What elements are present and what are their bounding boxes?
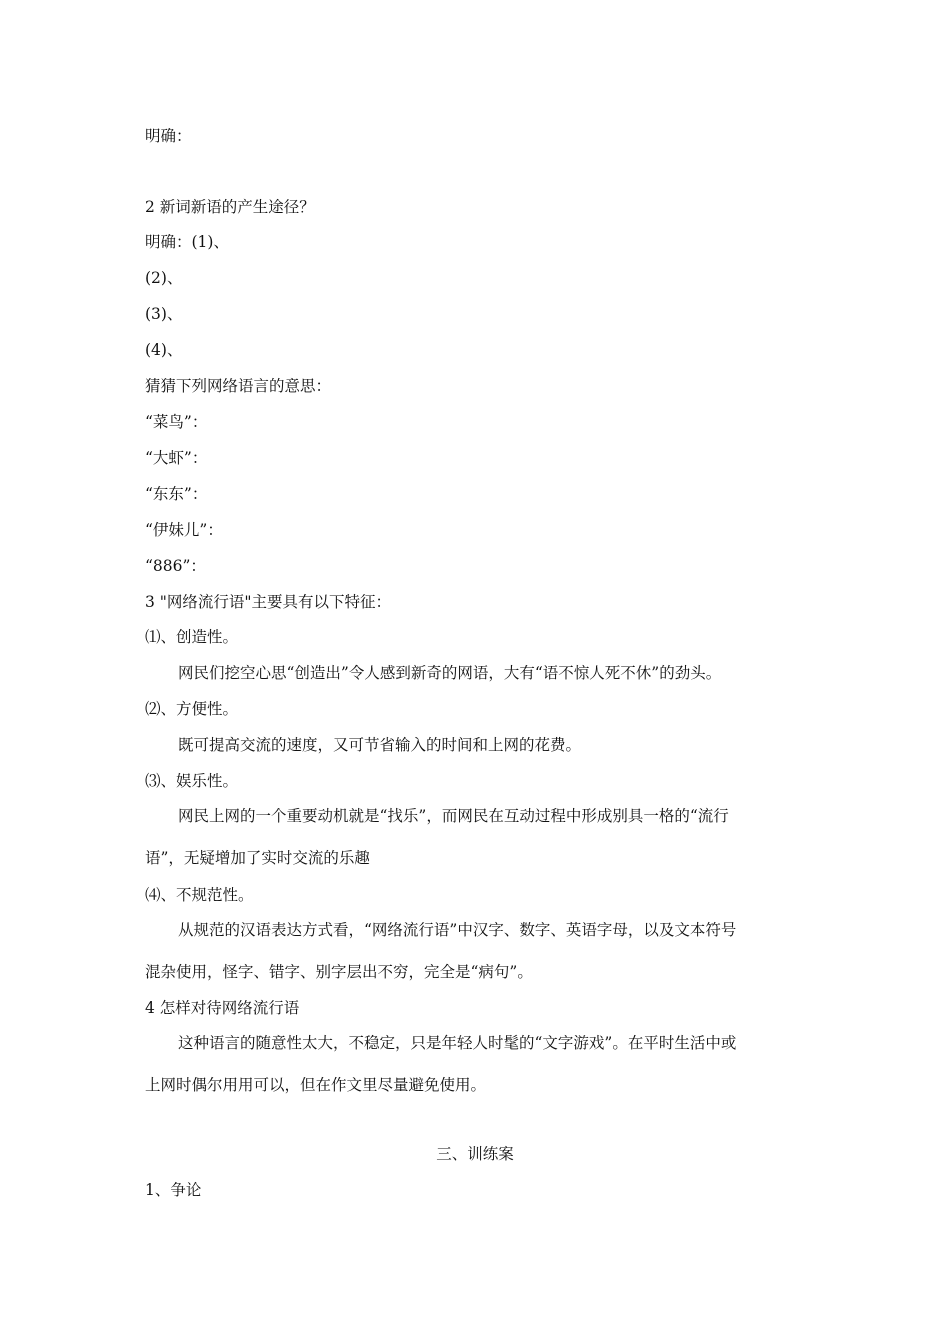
feature-1-heading: ⑴、创造性。 bbox=[145, 628, 239, 646]
term-daxia: “大虾”： bbox=[145, 449, 208, 467]
section-heading-training: 三、训练案 bbox=[436, 1145, 514, 1163]
answer-item-1: 明确：(1)、 bbox=[145, 233, 229, 251]
feature-3-heading: ⑶、娱乐性。 bbox=[145, 772, 239, 790]
term-886: “886”： bbox=[145, 557, 206, 575]
feature-2-text: 既可提高交流的速度，又可节省输入的时间和上网的花费。 bbox=[178, 736, 582, 754]
answer-label: 明确： bbox=[145, 127, 192, 145]
term-cainiao: “菜鸟”： bbox=[145, 413, 208, 431]
term-dongdong: “东东”： bbox=[145, 485, 208, 503]
feature-4-text-line-2: 混杂使用，怪字、错字、别字层出不穷，完全是“病句”。 bbox=[145, 963, 533, 981]
term-yimeier: “伊妹儿”： bbox=[145, 521, 223, 539]
answer-item-4: (4)、 bbox=[145, 341, 183, 359]
feature-3-text-line-1: 网民上网的一个重要动机就是“找乐”，而网民在互动过程中形成别具一格的“流行 bbox=[178, 807, 729, 825]
answer-item-2: (2)、 bbox=[145, 269, 183, 287]
feature-3-text-line-2: 语”，无疑增加了实时交流的乐趣 bbox=[145, 849, 370, 867]
answer-4-line-2: 上网时偶尔用用可以，但在作文里尽量避免使用。 bbox=[145, 1076, 487, 1094]
feature-1-text: 网民们挖空心思“创造出”令人感到新奇的网语，大有“语不惊人死不休”的劲头。 bbox=[178, 664, 722, 682]
feature-4-heading: ⑷、不规范性。 bbox=[145, 886, 254, 904]
feature-2-heading: ⑵、方便性。 bbox=[145, 700, 239, 718]
answer-item-3: (3)、 bbox=[145, 305, 183, 323]
guess-prompt: 猜猜下列网络语言的意思： bbox=[145, 377, 332, 395]
feature-4-text-line-1: 从规范的汉语表达方式看，“网络流行语”中汉字、数字、英语字母，以及文本符号 bbox=[178, 921, 737, 939]
training-item-1: 1、争论 bbox=[145, 1181, 202, 1199]
question-2: 2 新词新语的产生途径？ bbox=[145, 198, 315, 216]
answer-4-line-1: 这种语言的随意性太大，不稳定，只是年轻人时髦的“文字游戏”。在平时生活中或 bbox=[178, 1034, 737, 1052]
question-3: 3 "网络流行语"主要具有以下特征： bbox=[145, 593, 392, 611]
question-4: 4 怎样对待网络流行语 bbox=[145, 999, 300, 1017]
